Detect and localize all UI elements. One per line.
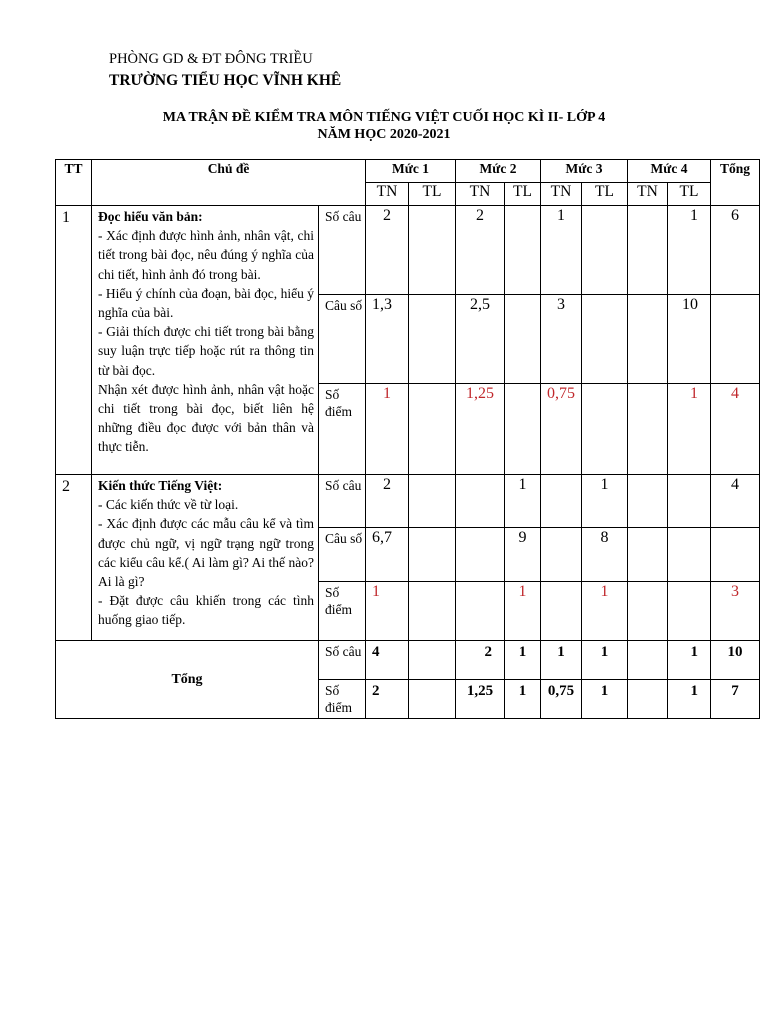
- cell: 2,5: [456, 295, 505, 384]
- document-title: MA TRẬN ĐỀ KIỂM TRA MÔN TIẾNG VIỆT CUỐI HỌC KÌ II- LỚP 4: [162, 110, 606, 125]
- cell: 1: [668, 206, 711, 295]
- topic-title: Đọc hiểu văn bản:: [98, 209, 203, 224]
- section-topic: [92, 206, 319, 475]
- cell: 2: [366, 206, 409, 295]
- header-row-levels: [56, 160, 760, 183]
- score-cell: 1: [668, 384, 711, 475]
- cell: [505, 206, 541, 295]
- cell: [541, 528, 582, 582]
- cell: 1: [582, 475, 628, 528]
- section-1-so-cau-row: [56, 206, 760, 295]
- total-cell: 0,75: [541, 680, 582, 719]
- row-label-cau-so: Câu số: [319, 295, 366, 384]
- row-label-so-cau: Số câu: [319, 475, 366, 528]
- row-label-so-diem: Số điểm: [319, 384, 366, 475]
- department-name: PHÒNG GD & ĐT ĐÔNG TRIỀU: [109, 51, 313, 67]
- total-cell: [711, 528, 760, 582]
- total-cell: 1,25: [456, 680, 505, 719]
- total-cell: 4: [711, 475, 760, 528]
- grand-total-cell: 10: [711, 641, 760, 680]
- cell: 10: [668, 295, 711, 384]
- total-so-cau-row: [56, 641, 760, 680]
- cell: 1: [541, 206, 582, 295]
- section-number: 1: [56, 206, 92, 475]
- tn-header: TN: [456, 183, 505, 206]
- cell: 3: [541, 295, 582, 384]
- total-cell: 1: [582, 641, 628, 680]
- cell: 1: [505, 475, 541, 528]
- section-number: 2: [56, 475, 92, 641]
- section-topic: [92, 475, 319, 641]
- total-cell: 1: [505, 680, 541, 719]
- topic-line: - Các kiến thức về từ loại.: [98, 497, 239, 513]
- total-cell: 2: [456, 641, 505, 680]
- row-label-so-cau: Số câu: [319, 206, 366, 295]
- tn-header: TN: [628, 183, 668, 206]
- total-label: Tổng: [56, 641, 319, 719]
- topic-line: Nhận xét được hình ảnh, nhân vật hoặc chi tiết trong bài đọc, biết liên hệ những điều đọc được với bản thân và thực tiễn.: [98, 381, 314, 455]
- tl-header: TL: [409, 183, 456, 206]
- score-cell: [505, 384, 541, 475]
- col-total-header: Tổng: [711, 160, 760, 206]
- cell: [456, 475, 505, 528]
- score-cell: [409, 582, 456, 641]
- total-score-cell: 4: [711, 384, 760, 475]
- cell: [582, 206, 628, 295]
- score-cell: 1,25: [456, 384, 505, 475]
- total-cell: [628, 680, 668, 719]
- school-year: NĂM HỌC 2020-2021: [317, 127, 451, 142]
- total-cell: [628, 641, 668, 680]
- score-cell: 1: [582, 582, 628, 641]
- cell: [628, 295, 668, 384]
- score-cell: [456, 582, 505, 641]
- tl-header: TL: [505, 183, 541, 206]
- topic-line: - Xác định được hình ảnh, nhân vật, chi tiết trong bài đọc, nêu đúng ý nghĩa của chi tiết, hình ảnh đó trong bài.: [98, 228, 314, 282]
- cell: 8: [582, 528, 628, 582]
- total-cell: 6: [711, 206, 760, 295]
- section-2-so-cau-row: [56, 475, 760, 528]
- topic-line: - Đặt được câu khiến trong các tình huống giao tiếp.: [98, 593, 314, 628]
- score-cell: 0,75: [541, 384, 582, 475]
- col-tt-header: TT: [56, 160, 92, 206]
- school-name: TRƯỜNG TIỂU HỌC VĨNH KHÊ: [109, 72, 342, 89]
- topic-line: - Giải thích được chi tiết trong bài bằng suy luận trực tiếp hoặc rút ra thông tin từ bài đọc.: [98, 324, 314, 378]
- tl-header: TL: [582, 183, 628, 206]
- cell: [505, 295, 541, 384]
- row-label-so-diem: Số điểm: [319, 680, 366, 719]
- total-score-cell: 3: [711, 582, 760, 641]
- total-cell: 1: [668, 641, 711, 680]
- cell: [409, 475, 456, 528]
- total-cell: 1: [668, 680, 711, 719]
- cell: [628, 206, 668, 295]
- score-cell: 1: [505, 582, 541, 641]
- cell: [668, 475, 711, 528]
- cell: [628, 528, 668, 582]
- assessment-matrix-table: [55, 159, 760, 719]
- total-cell: [711, 295, 760, 384]
- score-cell: 1: [366, 582, 409, 641]
- level-4-header: Mức 4: [628, 160, 711, 183]
- score-cell: [668, 582, 711, 641]
- topic-line: - Hiểu ý chính của đoạn, bài đọc, hiểu ý nghĩa của bài.: [98, 285, 314, 321]
- cell: [409, 295, 456, 384]
- row-label-so-diem: Số điểm: [319, 582, 366, 641]
- score-cell: [541, 582, 582, 641]
- cell: [541, 475, 582, 528]
- level-1-header: Mức 1: [366, 160, 456, 183]
- total-cell: 2: [366, 680, 409, 719]
- level-2-header: Mức 2: [456, 160, 541, 183]
- topic-title: Kiến thức Tiếng Việt:: [98, 478, 223, 493]
- grand-total-cell: 7: [711, 680, 760, 719]
- score-cell: [628, 384, 668, 475]
- cell: [668, 528, 711, 582]
- cell: 2: [456, 206, 505, 295]
- score-cell: [409, 384, 456, 475]
- cell: [456, 528, 505, 582]
- cell: 2: [366, 475, 409, 528]
- score-cell: [582, 384, 628, 475]
- tl-header: TL: [668, 183, 711, 206]
- cell: [628, 475, 668, 528]
- tn-header: TN: [541, 183, 582, 206]
- total-cell: 1: [505, 641, 541, 680]
- cell: 6,7: [366, 528, 409, 582]
- cell: [409, 528, 456, 582]
- cell: 9: [505, 528, 541, 582]
- total-cell: [409, 641, 456, 680]
- score-cell: 1: [366, 384, 409, 475]
- row-label-cau-so: Câu số: [319, 528, 366, 582]
- score-cell: [628, 582, 668, 641]
- total-cell: [409, 680, 456, 719]
- cell: [409, 206, 456, 295]
- col-topic-header: Chủ đề: [92, 160, 366, 206]
- total-cell: 1: [582, 680, 628, 719]
- cell: 1,3: [366, 295, 409, 384]
- tn-header: TN: [366, 183, 409, 206]
- total-cell: 1: [541, 641, 582, 680]
- row-label-so-cau: Số câu: [319, 641, 366, 680]
- cell: [582, 295, 628, 384]
- topic-line: - Xác định được các mẫu câu kể và tìm được chủ ngữ, vị ngữ trạng ngữ trong các kiểu câu kể.( Ai làm gì? Ai thế nào? Ai là gì?: [98, 516, 314, 590]
- level-3-header: Mức 3: [541, 160, 628, 183]
- total-cell: 4: [366, 641, 409, 680]
